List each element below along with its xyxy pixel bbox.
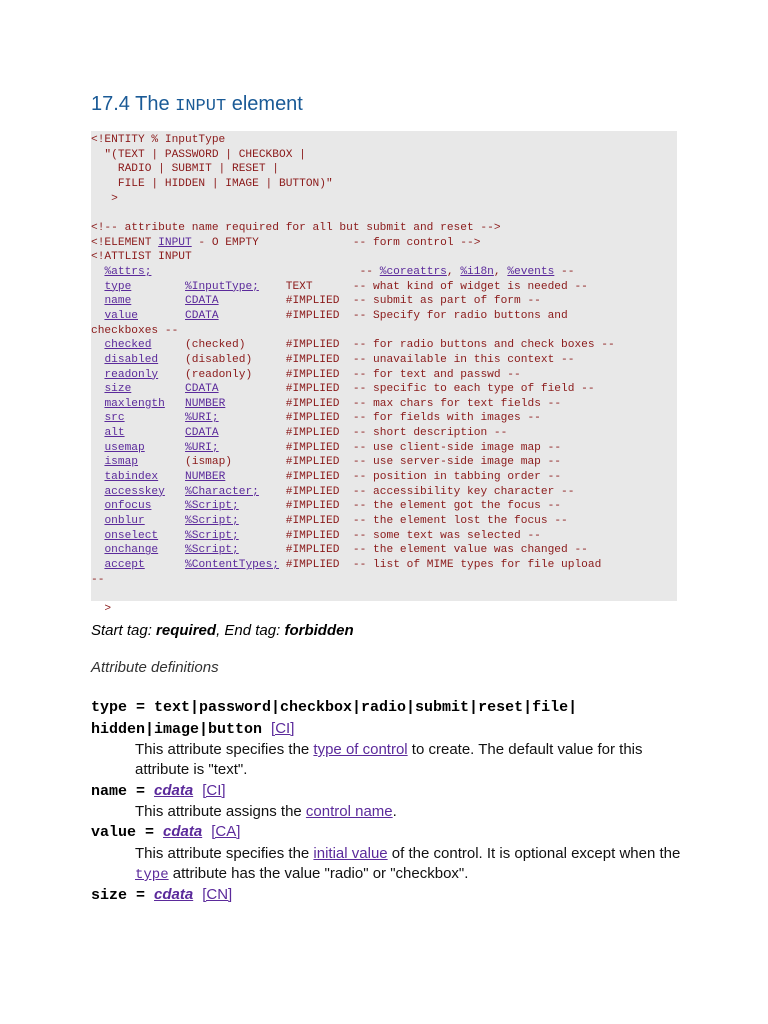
attribute-name-link[interactable]: alt xyxy=(104,427,125,440)
attribute-comment: -- position in tabbing order -- xyxy=(352,471,562,484)
initial-value-link[interactable]: initial value xyxy=(313,845,388,862)
attribute-type-link[interactable]: %Script; xyxy=(185,544,239,557)
desc-text: This attribute assigns the xyxy=(135,803,306,820)
attribute-default: #IMPLIED xyxy=(285,309,340,322)
attribute-comment: -- submit as part of form -- xyxy=(352,295,541,308)
attribute-comment: -- Specify for radio buttons and xyxy=(352,309,568,322)
attribute-comment: -- use server-side image map -- xyxy=(352,456,562,469)
attlist-row xyxy=(91,281,588,293)
attlist-row xyxy=(91,383,595,395)
attlist-row xyxy=(91,544,588,556)
attribute-type-link[interactable]: %Script; xyxy=(185,500,239,513)
attlist-row xyxy=(91,442,561,454)
attlist-row xyxy=(91,486,574,498)
attlist-row xyxy=(91,310,568,322)
attribute-comment: -- for text and passwd -- xyxy=(352,368,521,381)
desc-text: This attribute specifies the xyxy=(135,741,314,758)
attlist-row xyxy=(91,471,561,483)
dtd-wrap-line: checkboxes -- xyxy=(91,324,179,337)
name-term: name = xyxy=(91,783,155,800)
attribute-comment: -- some text was selected -- xyxy=(352,529,541,542)
attribute-name-link[interactable]: readonly xyxy=(104,368,159,381)
attribute-comment: -- the element value was changed -- xyxy=(352,544,588,557)
attribute-default: #IMPLIED xyxy=(285,544,340,557)
dtd-line: <!ENTITY % InputType xyxy=(91,134,226,146)
attlist-rows xyxy=(91,266,615,586)
start-tag-value: required xyxy=(156,622,217,639)
attribute-name-link[interactable]: value xyxy=(104,309,139,322)
attribute-name-link[interactable]: src xyxy=(104,412,125,425)
attribute-default: #IMPLIED xyxy=(285,529,340,542)
attribute-name-link[interactable]: disabled xyxy=(104,353,159,366)
dtd-line: FILE | HIDDEN | IMAGE | BUTTON)" xyxy=(91,177,333,190)
type-term-line2: hidden|image|button xyxy=(91,721,272,738)
attribute-name-link[interactable]: name xyxy=(104,295,132,308)
dtd-close: > xyxy=(91,603,112,615)
heading-rest: element xyxy=(226,93,303,115)
cdata-link[interactable]: cdata xyxy=(163,823,203,840)
heading-code: INPUT xyxy=(175,97,227,116)
attlist-row xyxy=(91,295,541,307)
dtd-line: <!-- attribute name required for all but submit and reset --> xyxy=(91,221,501,234)
attlist-row xyxy=(91,339,615,351)
end-tag-value: forbidden xyxy=(284,622,354,639)
attribute-type-link[interactable]: %Character; xyxy=(185,485,259,498)
attribute-default: #IMPLIED xyxy=(285,397,340,410)
attlist-row xyxy=(91,530,541,542)
attribute-comment: -- unavailable in this context -- xyxy=(352,353,575,366)
attribute-type: (checked) xyxy=(185,339,246,352)
desc-text: attribute has the value "radio" or "checkbox". xyxy=(168,865,469,882)
name-definition-term xyxy=(91,782,226,800)
attribute-default: #IMPLIED xyxy=(285,339,340,352)
attribute-comment: -- the element lost the focus -- xyxy=(352,515,568,528)
dtd-wrap-line: -- xyxy=(91,573,105,586)
attribute-default: #IMPLIED xyxy=(285,515,340,528)
attribute-type-link[interactable]: CDATA xyxy=(185,427,219,440)
attribute-name-link[interactable]: onfocus xyxy=(104,500,152,513)
attribute-default: #IMPLIED xyxy=(285,559,340,572)
attribute-comment: -- the element got the focus -- xyxy=(352,500,562,513)
case-neutral-link[interactable]: [CN] xyxy=(202,886,233,903)
attribute-name-link[interactable]: maxlength xyxy=(104,397,165,410)
attribute-name-link[interactable]: checked xyxy=(104,339,152,352)
desc-text: of the control. It is optional except when the xyxy=(387,845,681,862)
attribute-type-link[interactable]: %URI; xyxy=(185,412,219,425)
attribute-definitions-label: Attribute definitions xyxy=(91,659,219,676)
attribute-type-link[interactable]: NUMBER xyxy=(185,471,226,484)
dtd-pre xyxy=(91,133,677,617)
cdata-link[interactable]: cdata xyxy=(154,782,194,799)
attribute-default: #IMPLIED xyxy=(285,412,340,425)
attribute-name-link[interactable]: ismap xyxy=(104,456,139,469)
case-aware-link[interactable]: [CA] xyxy=(211,823,241,840)
case-insensitive-link[interactable]: [CI] xyxy=(202,782,226,799)
desc-text: . xyxy=(392,803,397,820)
attlist-row xyxy=(91,369,521,381)
attribute-name-link[interactable]: onchange xyxy=(104,544,159,557)
attribute-type-link[interactable]: %Script; xyxy=(185,515,239,528)
attribute-type-link[interactable]: CDATA xyxy=(185,295,219,308)
dtd-line: "(TEXT | PASSWORD | CHECKBOX | xyxy=(91,148,306,161)
attlist-row xyxy=(91,412,541,424)
attribute-type-link[interactable]: %InputType; xyxy=(185,280,259,293)
attribute-default: #IMPLIED xyxy=(285,295,340,308)
attribute-name-link[interactable]: onblur xyxy=(104,515,145,528)
attribute-type: (readonly) xyxy=(185,368,253,381)
attribute-comment: -- specific to each type of field -- xyxy=(352,383,595,396)
attribute-default: #IMPLIED xyxy=(285,471,340,484)
dtd-comment: , xyxy=(493,265,508,278)
attribute-type-link[interactable]: CDATA xyxy=(185,383,219,396)
dtd-line: - O EMPTY -- form control --> xyxy=(191,236,481,249)
desc-text: to create. The default value for this attribute is "text". xyxy=(135,741,643,778)
control-name-link[interactable]: control name xyxy=(305,803,393,820)
start-end-tag xyxy=(91,622,354,639)
attribute-default: TEXT xyxy=(285,280,340,293)
dtd-line: <!ELEMENT xyxy=(91,236,159,249)
type-attr-link[interactable]: type xyxy=(135,867,169,883)
attlist-row xyxy=(91,456,561,468)
attribute-comment: -- for radio buttons and check boxes -- xyxy=(352,339,615,352)
events-link[interactable]: %events xyxy=(507,265,555,278)
attribute-comment: -- use client-side image map -- xyxy=(352,441,562,454)
attribute-default: #IMPLIED xyxy=(285,427,340,440)
attribute-type-link[interactable]: CDATA xyxy=(185,309,219,322)
dtd-comment: , xyxy=(446,265,461,278)
attlist-row xyxy=(91,354,574,366)
attlist-row xyxy=(91,559,601,571)
dtd-comment: -- xyxy=(359,265,380,278)
attribute-type-link[interactable]: %ContentTypes; xyxy=(185,559,280,572)
attribute-default: #IMPLIED xyxy=(285,353,340,366)
attribute-name-link[interactable]: accesskey xyxy=(104,485,165,498)
size-term: size = xyxy=(91,887,155,904)
attribute-comment: -- what kind of widget is needed -- xyxy=(352,280,588,293)
attribute-name-link[interactable]: %attrs; xyxy=(104,265,152,278)
attribute-name-link[interactable]: size xyxy=(104,383,132,396)
name-description xyxy=(135,802,695,822)
attlist-row xyxy=(91,500,561,512)
input-element-link[interactable]: INPUT xyxy=(158,236,192,249)
dtd-line: > xyxy=(91,192,118,205)
attribute-default: #IMPLIED xyxy=(285,500,340,513)
attribute-name-link[interactable]: accept xyxy=(104,559,145,572)
value-term: value = xyxy=(91,824,164,841)
section-heading xyxy=(91,93,303,116)
attribute-type-link[interactable]: %Script; xyxy=(185,529,239,542)
attribute-comment: -- for fields with images -- xyxy=(352,412,541,425)
attribute-name-link[interactable]: tabindex xyxy=(104,471,159,484)
size-definition-term xyxy=(91,886,232,904)
value-definition-term xyxy=(91,823,240,841)
type-of-control-link[interactable]: type of control xyxy=(313,741,408,758)
dtd-line: <!ATTLIST INPUT xyxy=(91,251,192,264)
type-description xyxy=(135,740,695,780)
attribute-name-link[interactable]: onselect xyxy=(104,529,159,542)
attribute-comment: -- max chars for text fields -- xyxy=(352,397,562,410)
attribute-type-link[interactable]: NUMBER xyxy=(185,397,226,410)
case-insensitive-link[interactable]: [CI] xyxy=(271,720,295,737)
dtd-comment: -- xyxy=(554,265,575,278)
i18n-link[interactable]: %i18n xyxy=(460,265,494,278)
attribute-default: #IMPLIED xyxy=(285,456,340,469)
desc-text: This attribute specifies the xyxy=(135,845,314,862)
attribute-type-link[interactable]: %URI; xyxy=(185,441,219,454)
attribute-name-link[interactable]: type xyxy=(104,280,132,293)
attlist-row xyxy=(91,427,507,439)
coreattrs-link[interactable]: %coreattrs xyxy=(379,265,447,278)
start-tag-label: Start tag: xyxy=(91,622,157,639)
attlist-row xyxy=(91,398,561,410)
cdata-link[interactable]: cdata xyxy=(154,886,194,903)
end-tag-label: , End tag: xyxy=(216,622,285,639)
dtd-code-block xyxy=(91,131,677,615)
attlist-row xyxy=(91,266,574,278)
dtd-line: RADIO | SUBMIT | RESET | xyxy=(91,163,279,176)
type-definition-term xyxy=(91,699,577,716)
attlist-row xyxy=(91,515,568,527)
attribute-default: #IMPLIED xyxy=(285,485,340,498)
attribute-default: #IMPLIED xyxy=(285,368,340,381)
attribute-comment: -- accessibility key character -- xyxy=(352,485,575,498)
attribute-comment: -- list of MIME types for file upload xyxy=(352,559,602,572)
attribute-type: (ismap) xyxy=(185,456,233,469)
type-definition-term-cont xyxy=(91,720,294,738)
attribute-type: (disabled) xyxy=(185,353,253,366)
value-description xyxy=(135,844,695,885)
type-term-line1: type = text|password|checkbox|radio|submit|reset|file| xyxy=(91,699,578,716)
heading-number: 17.4 The xyxy=(91,93,176,115)
attribute-default: #IMPLIED xyxy=(285,383,340,396)
attribute-comment: -- short description -- xyxy=(352,427,508,440)
attribute-default: #IMPLIED xyxy=(285,441,340,454)
attribute-name-link[interactable]: usemap xyxy=(104,441,145,454)
